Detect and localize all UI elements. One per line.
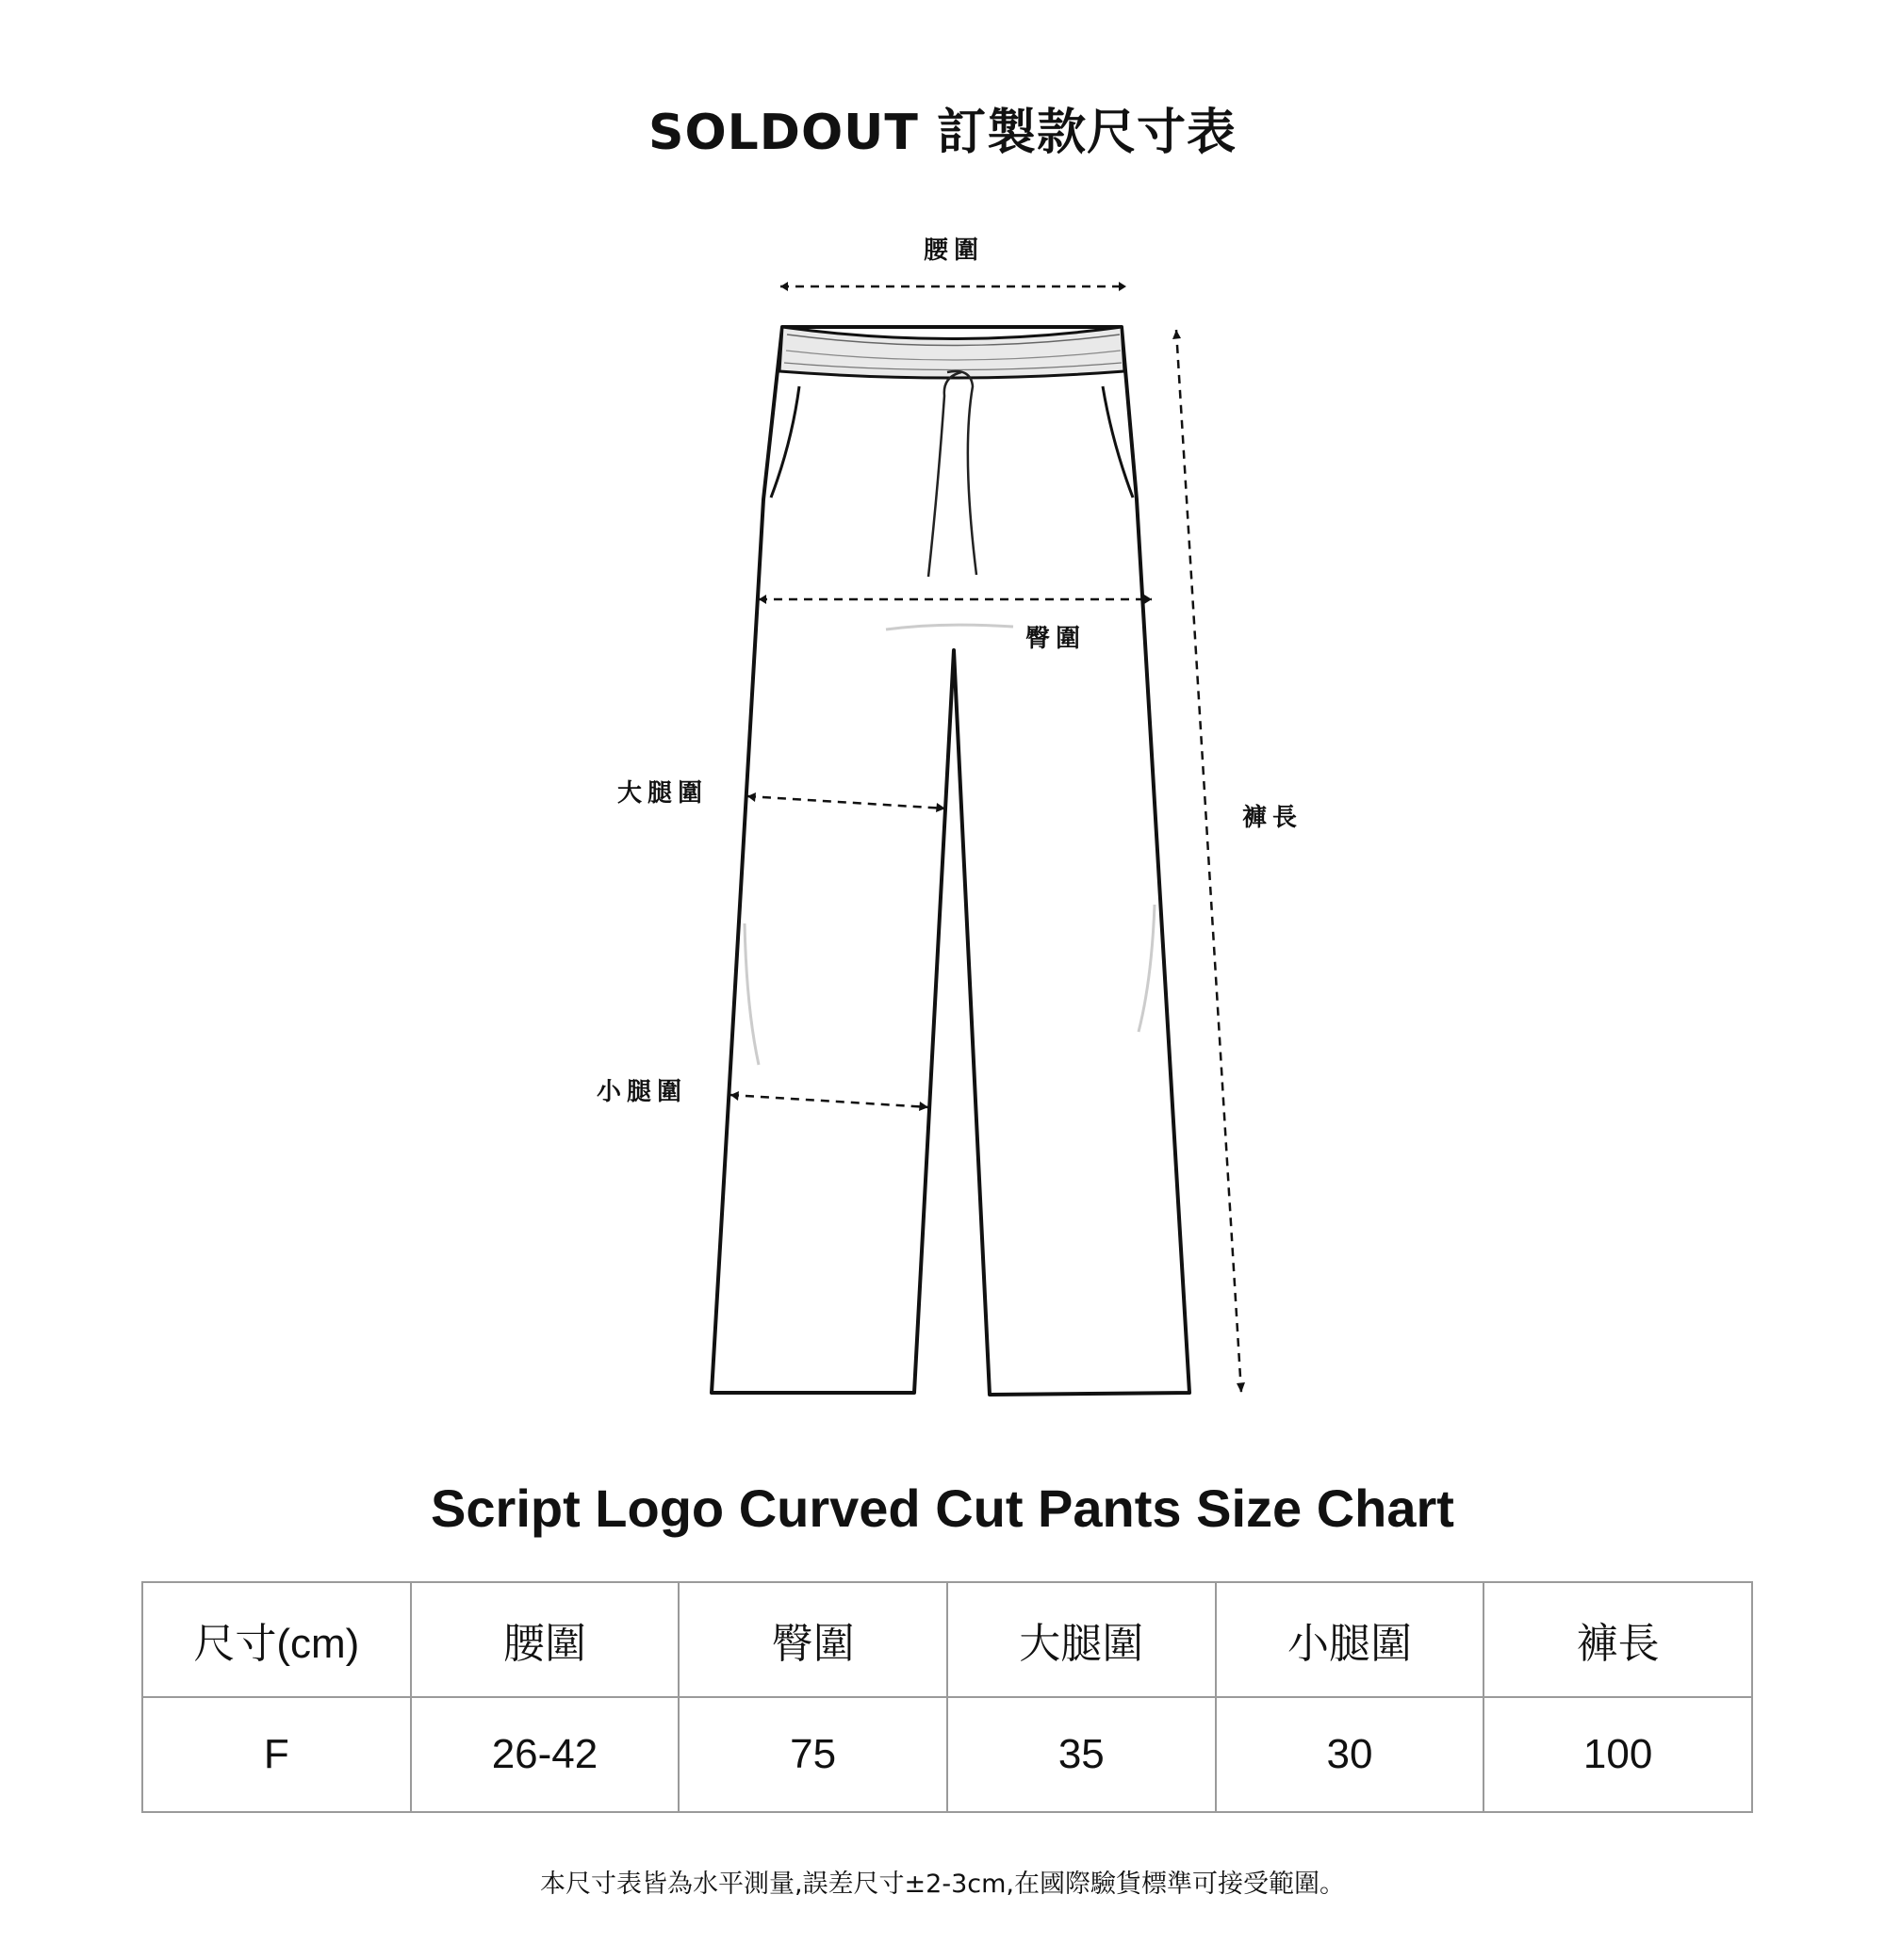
- table-cell: 26-42: [411, 1697, 680, 1812]
- table-cell: 30: [1216, 1697, 1484, 1812]
- size-table: [141, 1581, 1753, 1813]
- table-row: [142, 1697, 1752, 1812]
- table-cell: 100: [1483, 1697, 1752, 1812]
- label-thigh: 大腿圍: [617, 779, 709, 808]
- footnote: 本尺寸表皆為水平測量,誤差尺寸±2-3cm,在國際驗貨標準可接受範圍。: [539, 1870, 1346, 1899]
- table-header-cell: 臀圍: [679, 1582, 947, 1697]
- table-header-cell: 腰圍: [411, 1582, 680, 1697]
- table-header-cell: 大腿圍: [947, 1582, 1216, 1697]
- pants-outline: [712, 327, 1189, 1395]
- table-cell: F: [142, 1697, 411, 1812]
- table-header-cell: 褲長: [1483, 1582, 1752, 1697]
- label-waist: 腰圍: [924, 237, 985, 265]
- table-cell: 75: [679, 1697, 947, 1812]
- table-header-cell: 小腿圍: [1216, 1582, 1484, 1697]
- drawstring: [947, 371, 976, 575]
- table-header-row: [142, 1582, 1752, 1697]
- table-header-cell: 尺寸(cm): [142, 1582, 411, 1697]
- chart-title: Script Logo Curved Cut Pants Size Chart: [431, 1478, 1454, 1538]
- label-length: 褲長: [1242, 804, 1303, 832]
- page-title: SOLDOUT 訂製款尺寸表: [648, 105, 1237, 161]
- label-hip: 臀圍: [1025, 625, 1087, 653]
- label-calf: 小腿圍: [597, 1078, 688, 1106]
- table-cell: 35: [947, 1697, 1216, 1812]
